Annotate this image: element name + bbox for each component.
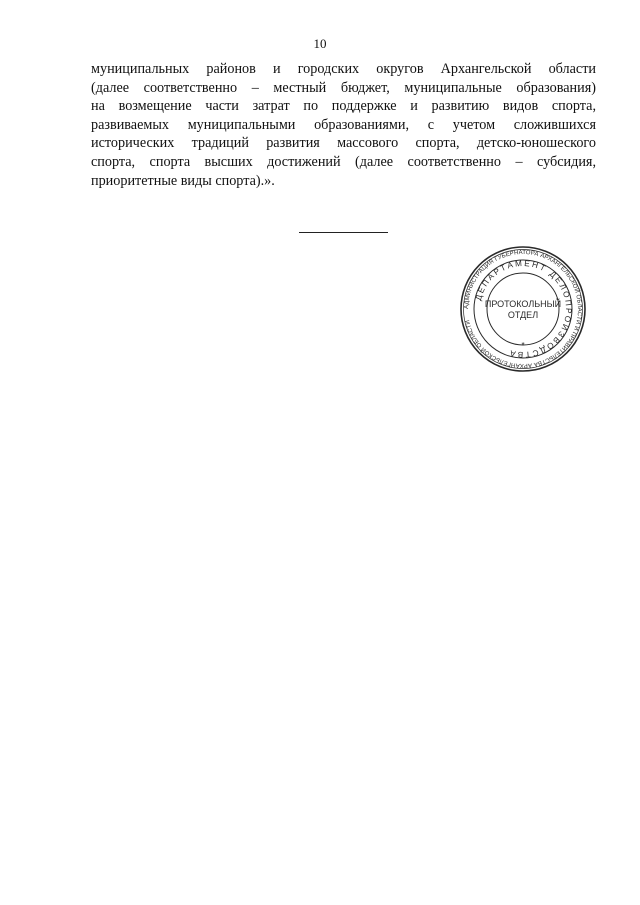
- paragraph-line: приоритетные виды спорта).».: [91, 172, 275, 189]
- seal-center-line-2: ОТДЕЛ: [507, 310, 539, 320]
- seal-center-line-1: ПРОТОКОЛЬНЫЙ: [484, 299, 562, 309]
- paragraph-line: развиваемых муниципальными образованиями, с учетом сложившихся: [91, 116, 596, 133]
- paragraph-line: муниципальных районов и городских округов Архангельской области: [91, 61, 596, 77]
- paragraph-line: спорта, спорта высших достижений (далее соответственно – субсидия,: [91, 153, 596, 170]
- section-divider: [299, 232, 388, 233]
- paragraph-line: (далее соответственно – местный бюджет, муниципальные образования): [91, 79, 596, 96]
- paragraph-line: исторических традиций развития массового спорта, детско-юношеского: [91, 135, 596, 152]
- seal-inner-ring: [484, 273, 562, 345]
- official-seal-stamp: [458, 244, 588, 374]
- page-number: 10: [313, 36, 327, 51]
- seal-star-icon: *: [521, 341, 525, 350]
- paragraph-line: на возмещение части затрат по поддержке и развитию видов спорта,: [91, 98, 596, 115]
- body-paragraph: [91, 60, 596, 190]
- seal-outer-text: АДМИНИСТРАЦИЯ ГУБЕРНАТОРА АРХАНГЕЛЬСКОЙ ОБЛАСТИ И ПРАВИТЕЛЬСТВА АРХАНГЕЛЬСКОЙ ОБЛАСТИ: [463, 249, 583, 369]
- seal-inner-text: ДЕПАРТАМЕНТ ДЕЛОПРОИЗВОДСТВА: [473, 258, 574, 360]
- seal-graphic: [458, 244, 588, 374]
